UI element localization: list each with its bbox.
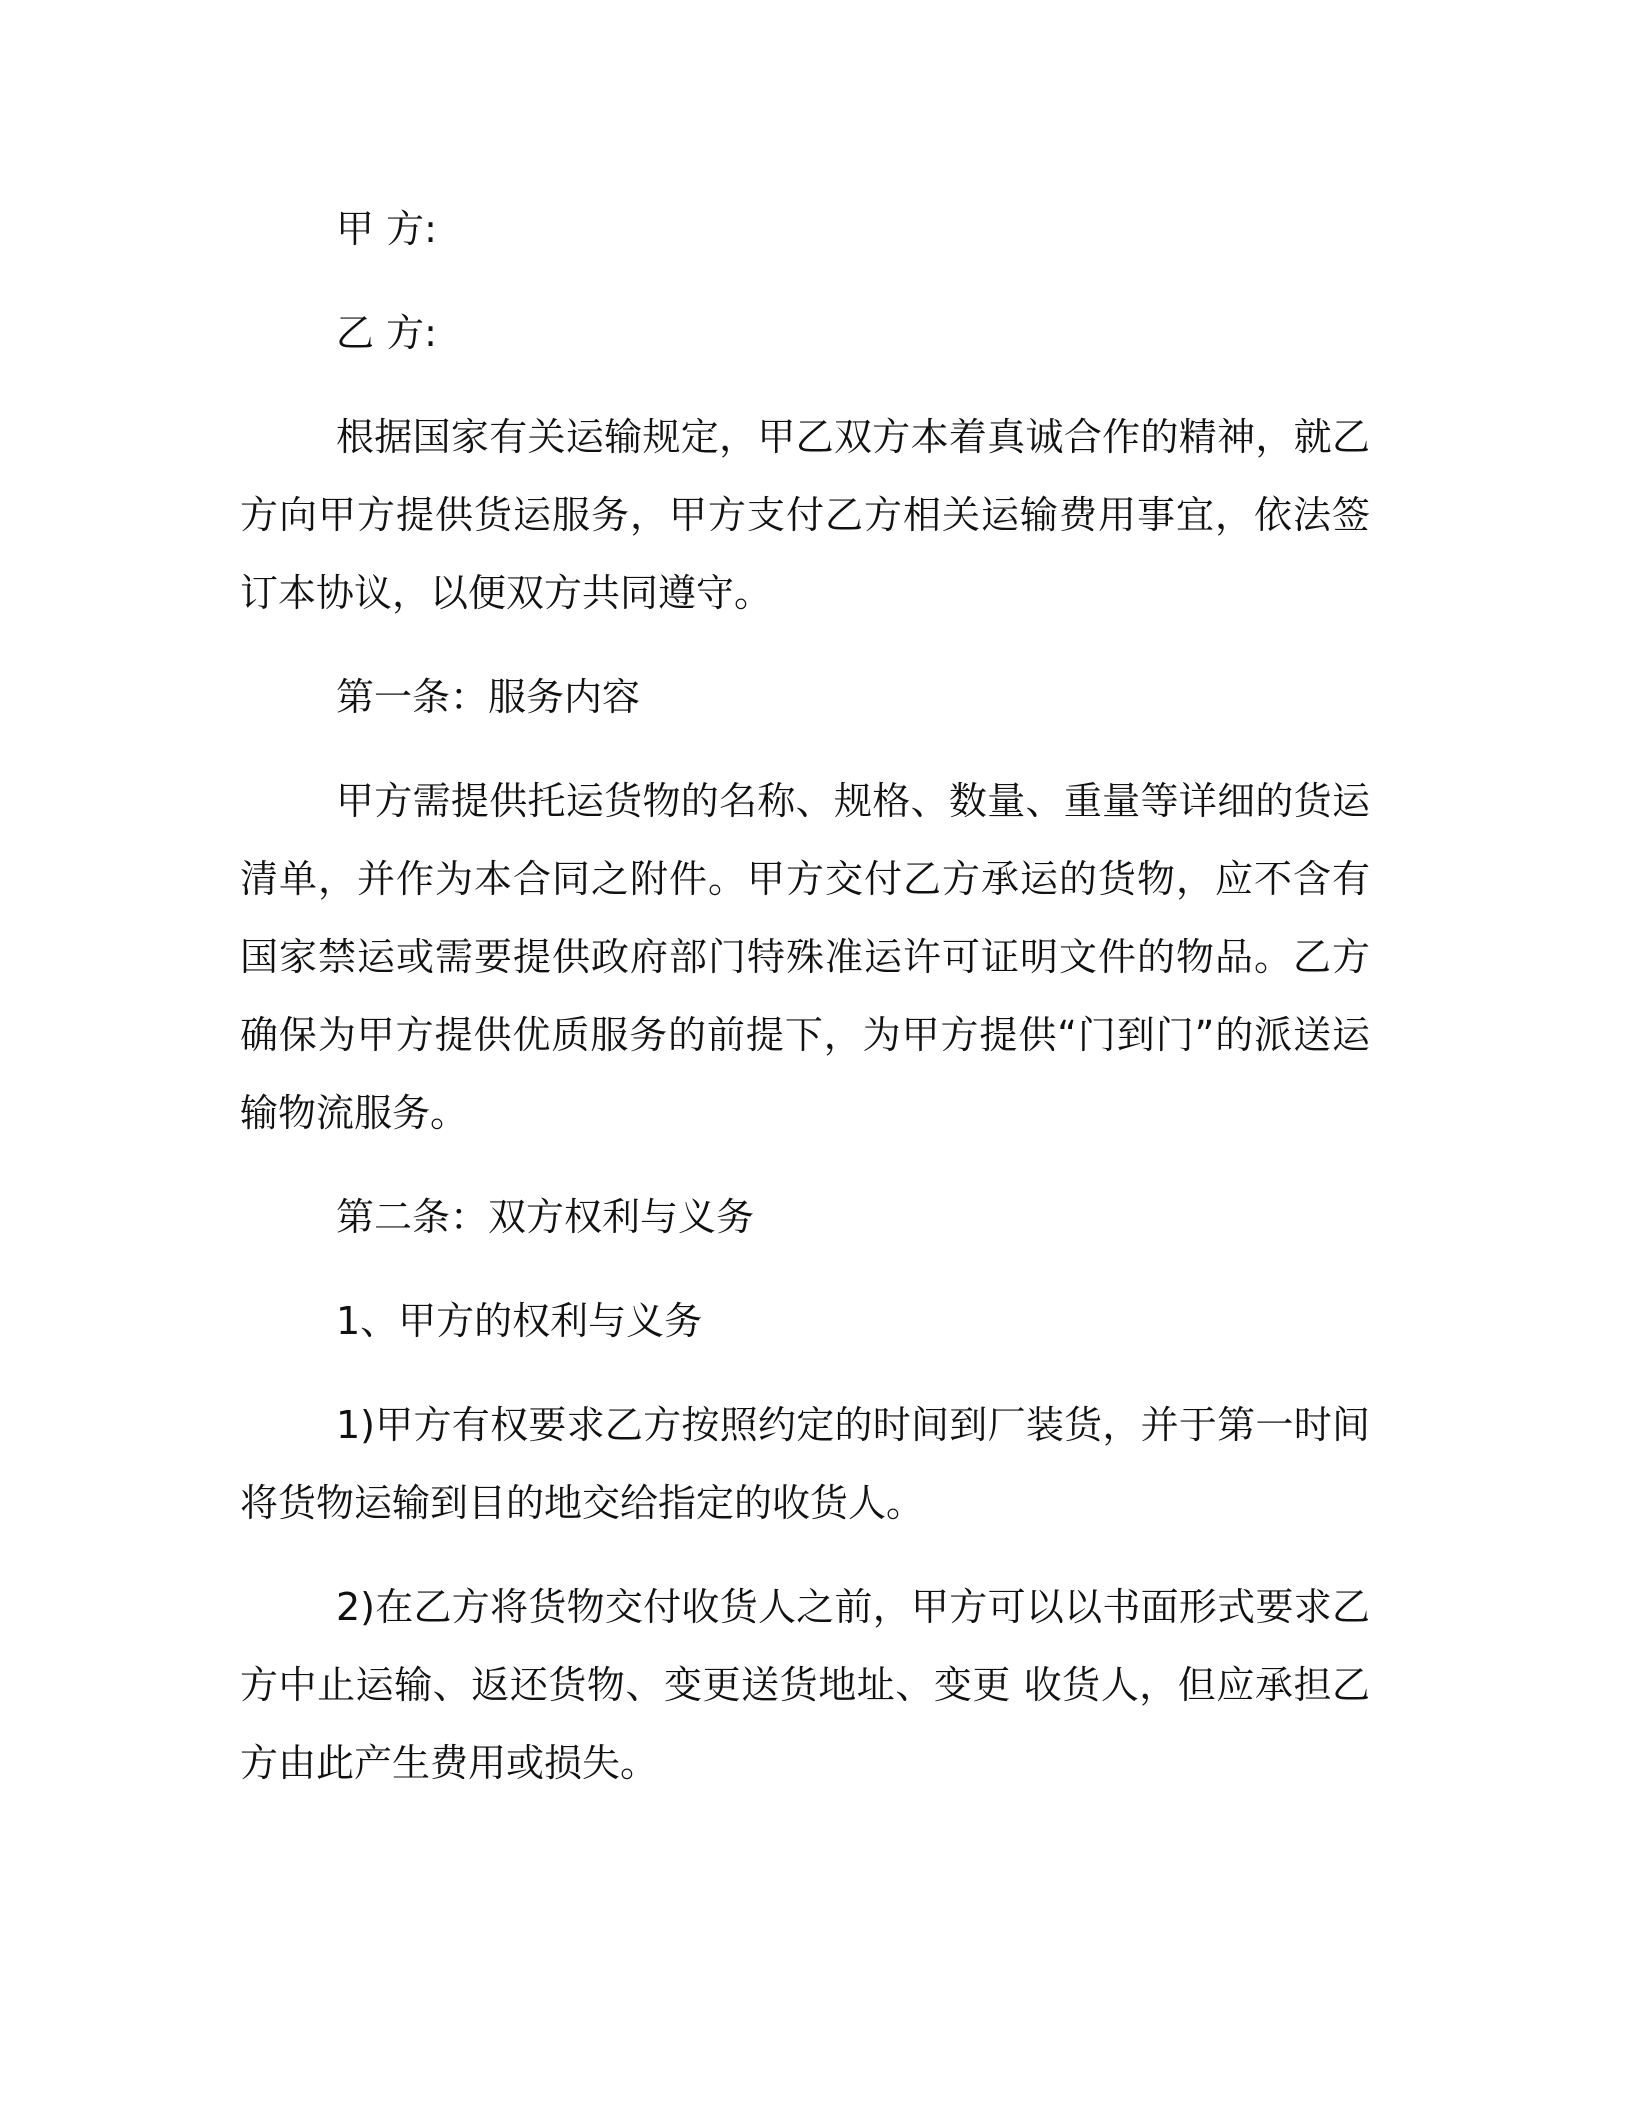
intro-paragraph: 根据国家有关运输规定，甲乙双方本着真诚合作的精神，就乙方向甲方提供货运服务，甲方支付乙方相关运输费用事宜，依法签订本协议，以便双方共同遵守。 bbox=[240, 415, 1370, 615]
article-2-heading: 第二条：双方权利与义务 bbox=[336, 1195, 755, 1239]
article-1-body: 甲方需提供托运货物的名称、规格、数量、重量等详细的货运清单，并作为本合同之附件。甲方交付乙方承运的货物，应不含有国家禁运或需要提供政府部门特殊准运许可证明文件的物品。乙方确保为甲方提供优质服务的前提下，为甲方提供“门到门”的派送运输物流服务。 bbox=[240, 779, 1370, 1135]
article-2-item-2: 2)在乙方将货物交付收货人之前，甲方可以以书面形式要求乙方中止运输、返还货物、变更送货地址、变更 收货人，但应承担乙方由此产生费用或损失。 bbox=[240, 1585, 1370, 1785]
article-2-item-1: 1)甲方有权要求乙方按照约定的时间到厂装货，并于第一时间将货物运输到目的地交给指定的收货人。 bbox=[240, 1403, 1370, 1525]
article-2-subsection-1: 1、甲方的权利与义务 bbox=[336, 1299, 703, 1343]
party-b-label: 乙 方: bbox=[336, 311, 437, 355]
article-1-heading: 第一条：服务内容 bbox=[336, 675, 641, 719]
party-a-label: 甲 方: bbox=[336, 207, 437, 251]
document-body bbox=[240, 190, 1370, 1802]
